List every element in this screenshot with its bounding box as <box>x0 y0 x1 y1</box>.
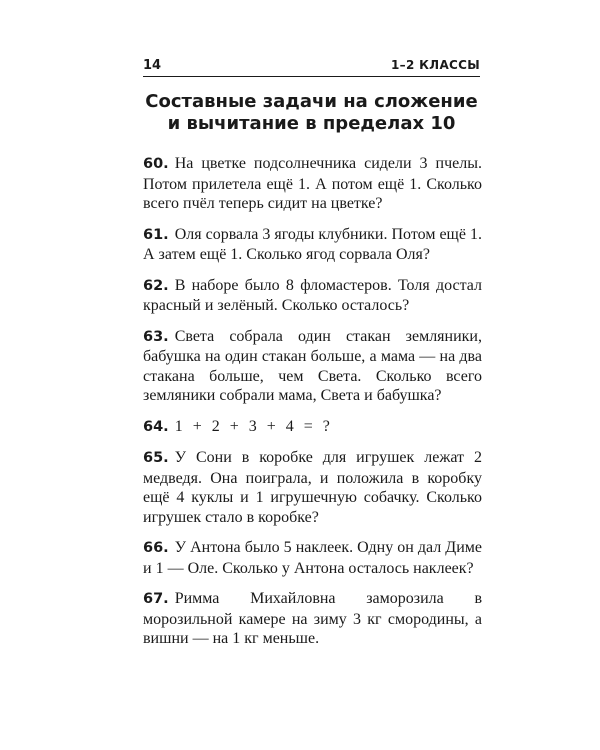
task-text: На цветке подсолнечника сидели 3 пчелы. Потом прилетела ещё 1. А потом ещё 1. Сколько всего пчёл теперь сидит на цветке? <box>143 155 482 212</box>
task-number: 65. <box>143 450 169 466</box>
task-item <box>143 276 482 316</box>
task-item <box>143 538 482 578</box>
task-text: Света собрала один стакан земляники, бабушка на один стакан больше, а мама — на два стакана больше, чем Света. Сколько всего земляники собрали мама, Света и бабушка? <box>143 327 482 404</box>
page-number: 14 <box>143 58 162 73</box>
header-rule <box>143 76 480 77</box>
task-item <box>143 417 482 438</box>
task-item <box>143 589 482 649</box>
section-title <box>143 91 480 135</box>
running-head: 1–2 КЛАССЫ <box>391 58 480 72</box>
task-text: У Антона было 5 наклеек. Одну он дал Диме и 1 — Оле. Сколько у Антона осталось наклеек? <box>143 539 482 577</box>
task-number: 60. <box>143 156 169 172</box>
task-text: 1 + 2 + 3 + 4 = ? <box>174 417 330 435</box>
task-number: 67. <box>143 591 169 607</box>
task-number: 66. <box>143 540 169 556</box>
task-number: 62. <box>143 277 169 294</box>
task-text: В наборе было 8 фломастеров. Толя достал красный и зелёный. Сколько осталось? <box>143 276 482 314</box>
section-title-line-2: и вычитание в пределах 10 <box>167 113 456 134</box>
task-text: Оля сорвала 3 ягоды клубники. Потом ещё 1. А затем ещё 1. Сколько ягод сорвала Оля? <box>143 225 482 263</box>
task-item <box>143 327 482 406</box>
section-title-line-1: Составные задачи на сложение <box>145 91 478 112</box>
task-number: 64. <box>143 418 169 435</box>
task-item <box>143 448 482 527</box>
task-text: У Сони в коробке для игрушек лежат 2 медведя. Она поиграла, и положила в коробку ещё 4 куклы и 1 игрушечную собачку. Сколько игрушек стало в коробке? <box>143 449 482 526</box>
task-list <box>143 154 482 660</box>
task-item <box>143 154 482 214</box>
task-text: Римма Михайловна заморозила в морозильной камере на зиму 3 кг смородины, а вишни — на 1 кг меньше. <box>143 590 482 647</box>
task-item <box>143 225 482 265</box>
task-number: 61. <box>143 226 169 243</box>
task-number: 63. <box>143 328 169 345</box>
